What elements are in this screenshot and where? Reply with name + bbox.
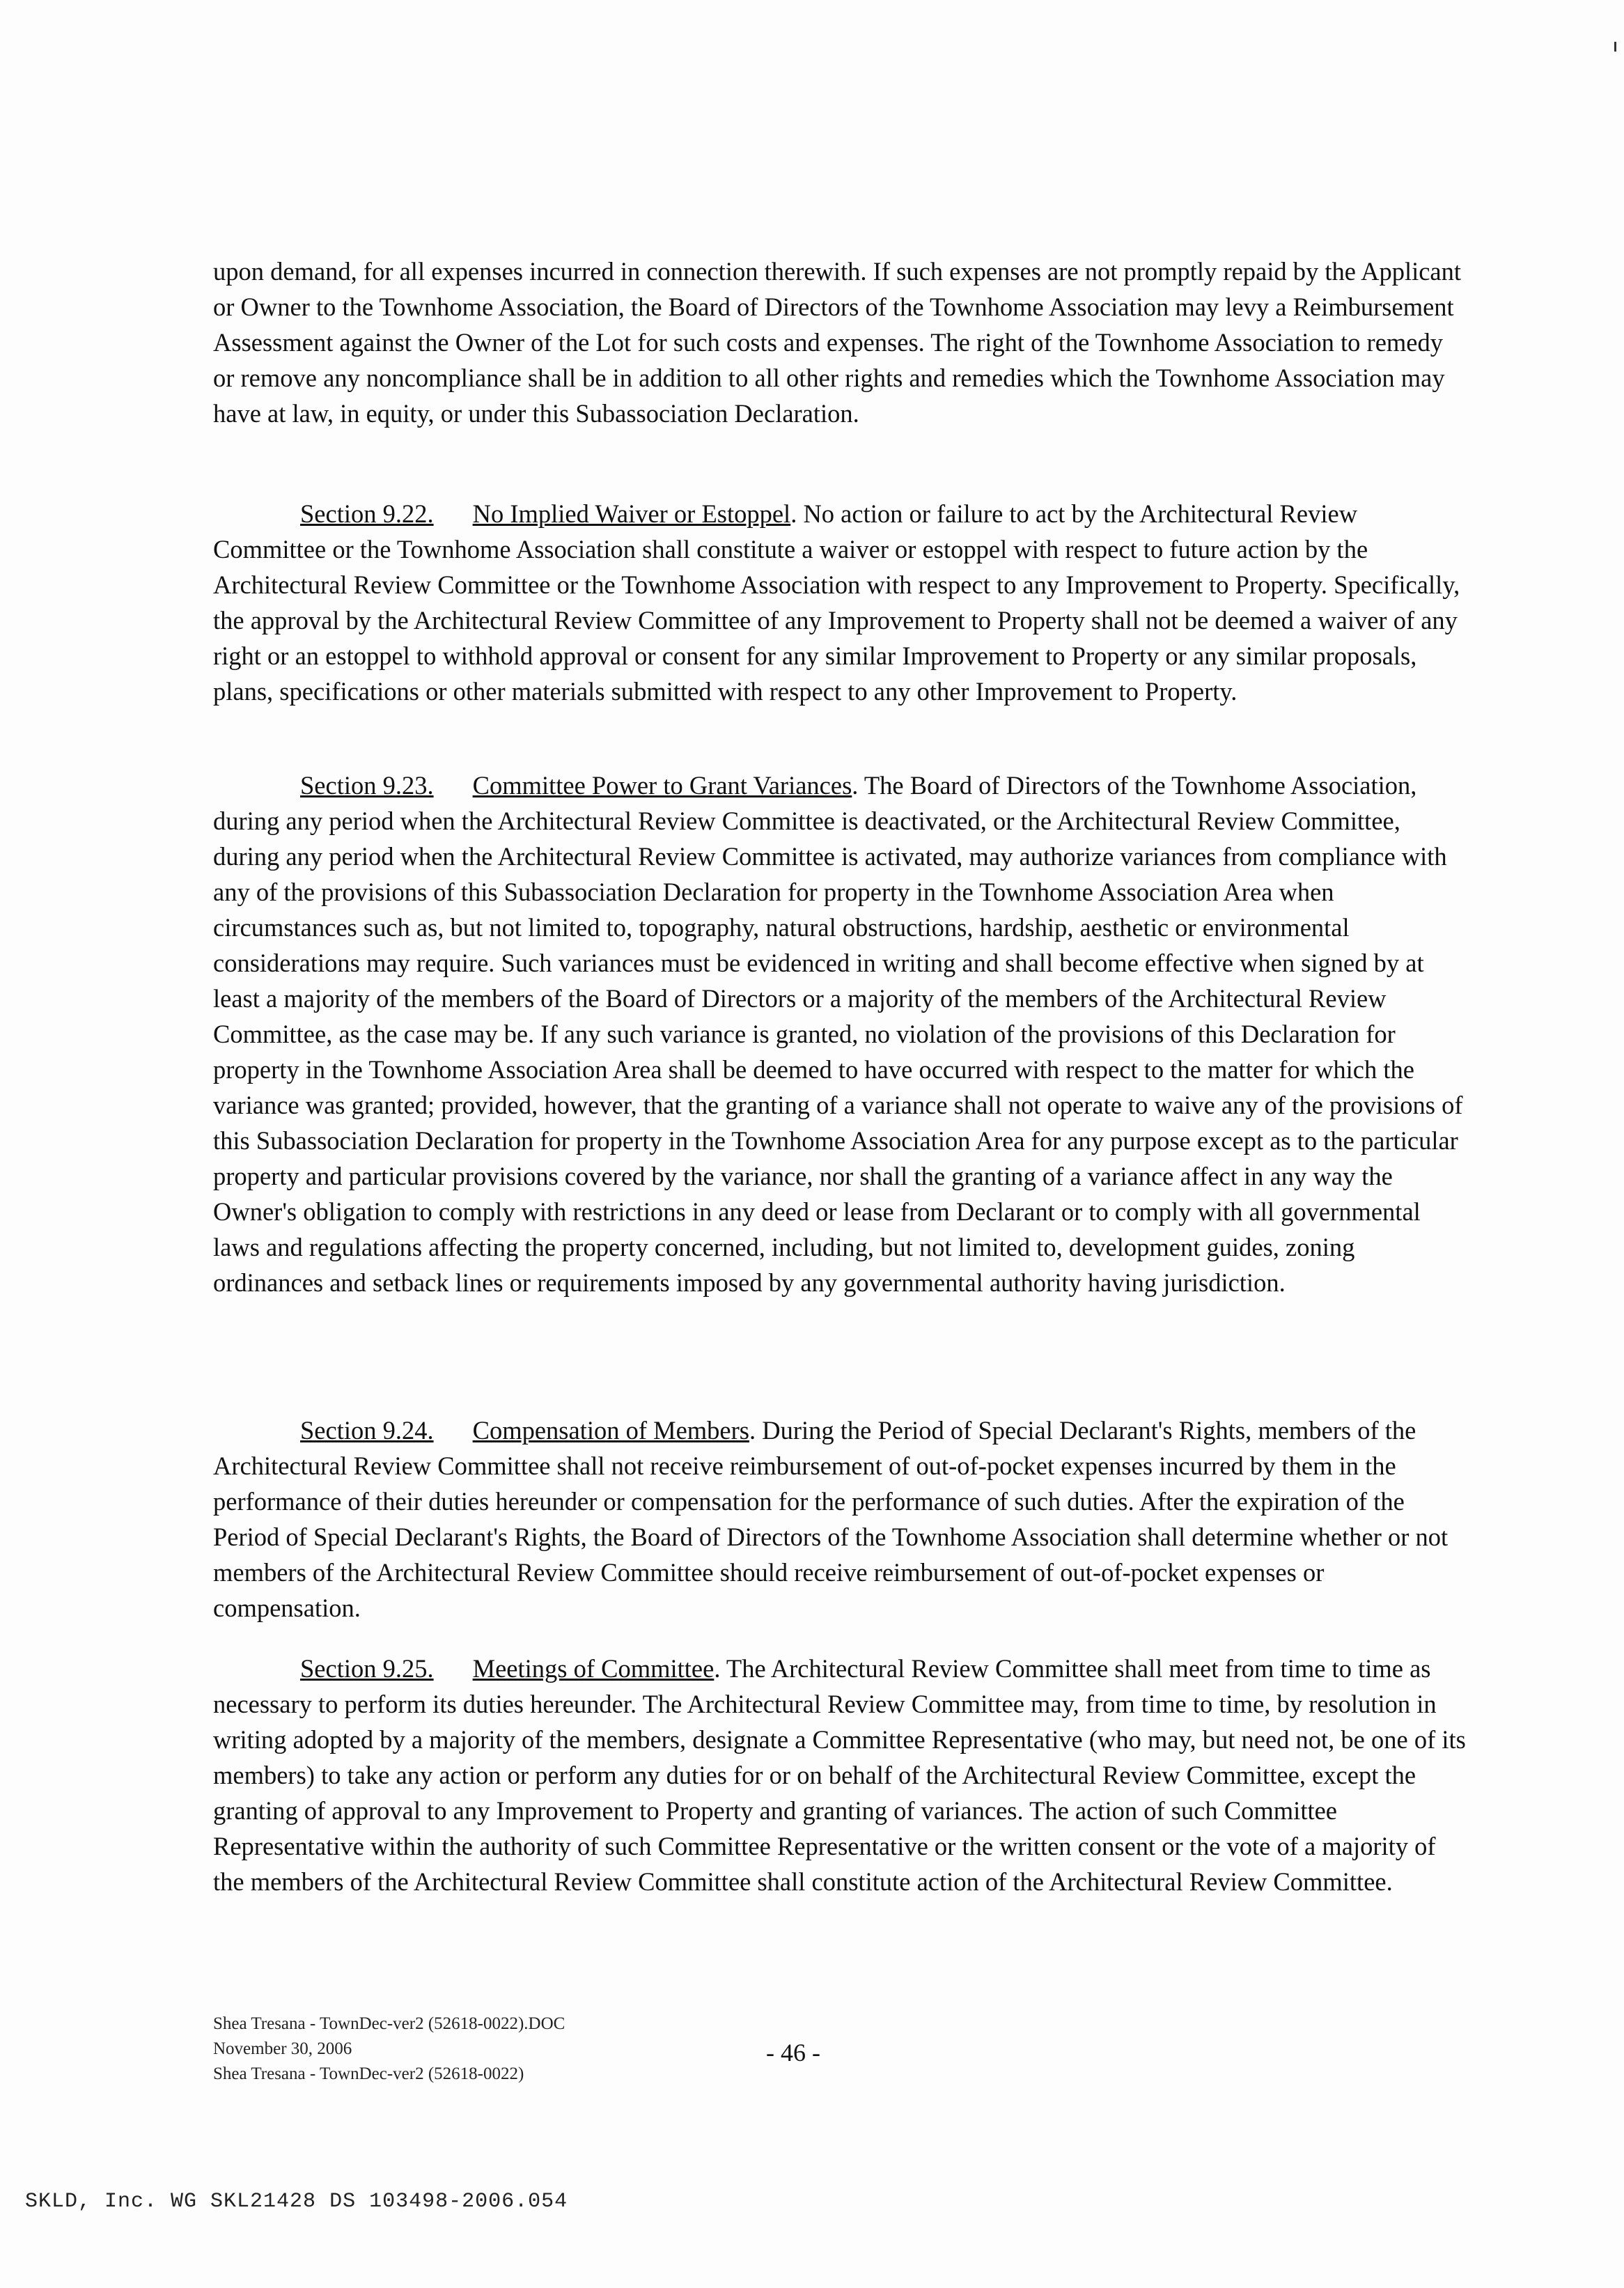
footer <box>213 2011 565 2087</box>
section-body: . The Board of Directors of the Townhome Association, during any period when the Architectural Review Committee is deactivated, or the Architectural Review Committee, during any period when the Architectural Review Committee is activated, may authorize variances from compliance with any of the provisions of this Subassociation Declaration for property in the Townhome Association Area when circumstances such as, but not limited to, topography, natural obstructions, hardship, aesthetic or environmental considerations may require. Such variances must be evidenced in writing and shall become effective when signed by at least a majority of the members of the Board of Directors or a majority of the members of the Architectural Review Committee, as the case may be. If any such variance is granted, no violation of the provisions of this Declaration for property in the Townhome Association Area shall be deemed to have occurred with respect to the matter for which the variance was granted; provided, however, that the granting of a variance shall not operate to waive any of the provisions of this Subassociation Declaration for property in the Townhome Association Area for any purpose except as to the particular property and particular provisions covered by the variance, nor shall the granting of a variance affect in any way the Owner's obligation to comply with restrictions in any deed or lease from Declarant or to comply with all governmental laws and regulations affecting the property concerned, including, but not limited to, development guides, zoning ordinances and setback lines or requirements imposed by any governmental authority having jurisdiction. <box>213 771 1463 1297</box>
scan-mark <box>1614 42 1616 52</box>
section-title: Meetings of Committee <box>472 1654 715 1683</box>
section-number: Section 9.24. <box>300 1416 434 1445</box>
page-number: - 46 - <box>766 2039 820 2067</box>
section-body: . The Architectural Review Committee shall meet from time to time as necessary to perform its duties hereunder. The Architectural Review Committee may, from time to time, by resolution in writing adopted by a majority of the members, designate a Committee Representative (who may, but need not, be one of its members) to take any action or perform any duties for or on behalf of the Architectural Review Committee, except the granting of approval to any Improvement to Property and granting of variances. The action of such Committee Representative within the authority of such Committee Representative or the written consent or the vote of a majority of the members of the Architectural Review Committee shall constitute action of the Architectural Review Committee. <box>213 1654 1466 1896</box>
document-stamp: SKLD, Inc. WG SKL21428 DS 103498-2006.054 <box>25 2190 568 2213</box>
intro-paragraph: upon demand, for all expenses incurred in connection therewith. If such expenses are not promptly repaid by the Applicant or Owner to the Townhome Association, the Board of Directors of the Townhome Association may levy a Reimbursement Assessment against the Owner of the Lot for such costs and expenses. The right of the Townhome Association to remedy or remove any noncompliance shall be in addition to all other rights and remedies which the Townhome Association may have at law, in equity, or under this Subassociation Declaration. <box>213 257 1462 428</box>
section-title: Committee Power to Grant Variances <box>472 771 852 800</box>
section-number: Section 9.25. <box>300 1654 434 1683</box>
footer-date: November 30, 2006 <box>213 2039 352 2058</box>
section-9-24 <box>213 1413 1467 1626</box>
section-number: Section 9.23. <box>300 771 434 800</box>
section-title: No Implied Waiver or Estoppel <box>472 499 791 528</box>
section-body: . No action or failure to act by the Architectural Review Committee or the Townhome Association shall constitute a waiver or estoppel with respect to future action by the Architectural Review Committee or the Townhome Association with respect to any Improvement to Property. Specifically, the approval by the Architectural Review Committee of any Improvement to Property shall not be deemed a waiver of any right or an estoppel to withhold approval or consent for any similar Improvement to Property or any similar proposals, plans, specifications or other materials submitted with respect to any other Improvement to Property. <box>213 499 1460 706</box>
section-number: Section 9.22. <box>300 499 434 528</box>
section-title: Compensation of Members <box>472 1416 749 1445</box>
footer-filename-2: Shea Tresana - TownDec-ver2 (52618-0022) <box>213 2064 524 2083</box>
section-9-23 <box>213 768 1467 1300</box>
section-9-22 <box>213 496 1467 709</box>
section-9-25 <box>213 1651 1467 1899</box>
footer-filename: Shea Tresana - TownDec-ver2 (52618-0022).DOC <box>213 2014 565 2033</box>
section-body: . During the Period of Special Declarant's Rights, members of the Architectural Review Committee shall not receive reimbursement of out-of-pocket expenses incurred by them in the performance of their duties hereunder or compensation for the performance of such duties. After the expiration of the Period of Special Declarant's Rights, the Board of Directors of the Townhome Association shall determine whether or not members of the Architectural Review Committee should receive reimbursement of out-of-pocket expenses or compensation. <box>213 1416 1449 1622</box>
